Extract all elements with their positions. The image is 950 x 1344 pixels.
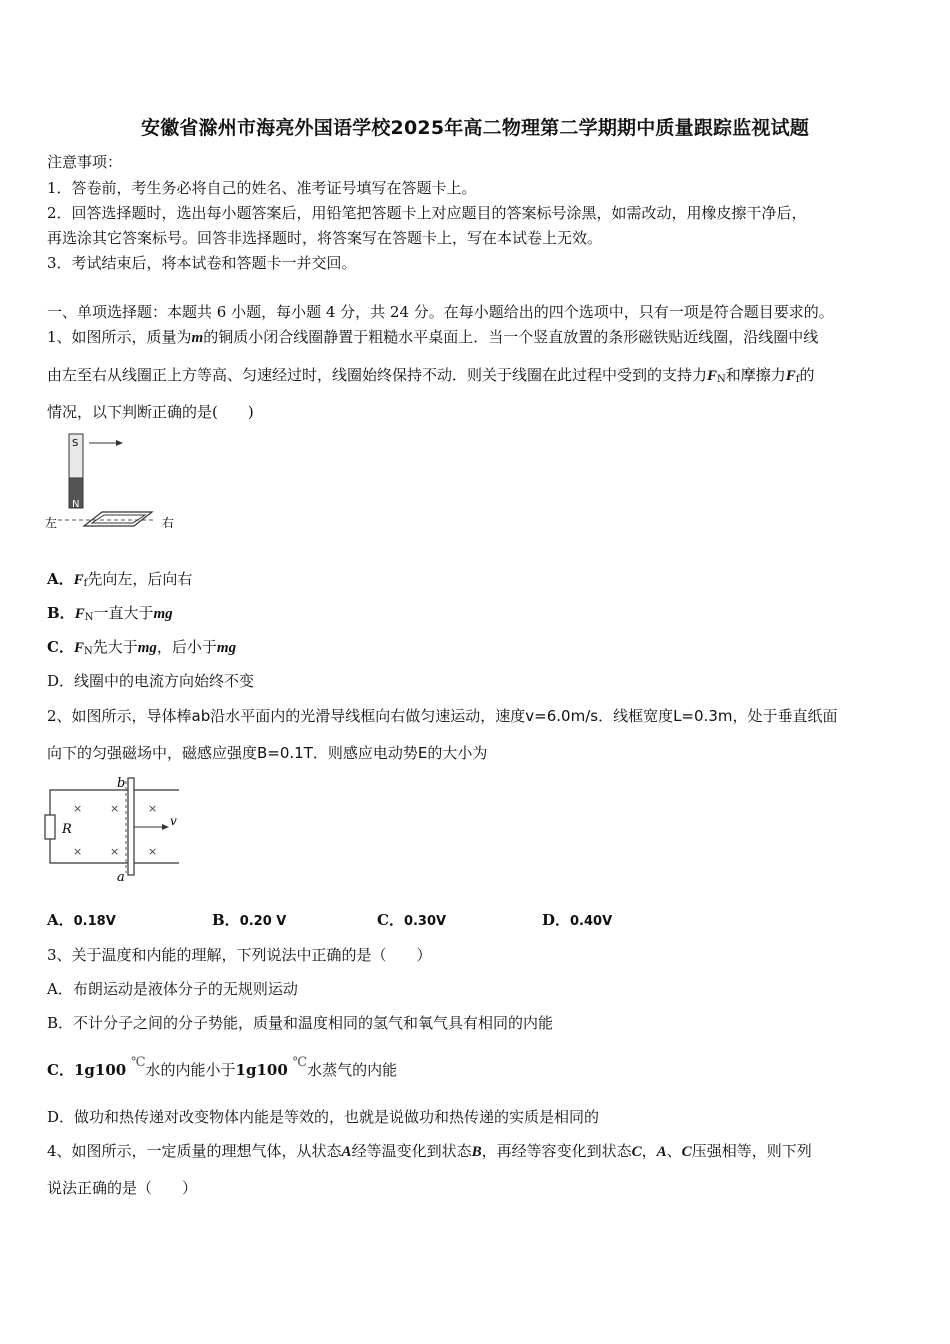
notice-item-3: 3．考试结束后，将本试卷和答题卡一并交回。 xyxy=(47,254,357,272)
q3-option-d: D．做功和热传递对改变物体内能是等效的，也就是说做功和热传递的实质是相同的 xyxy=(47,1108,600,1126)
b-label: b xyxy=(117,776,126,791)
page-title: 安徽省滁州市海亮外国语学校2025年高二物理第二学期期中质量跟踪监视试题 xyxy=(140,117,810,139)
q3-option-b: B．不计分子之间的分子势能，质量和温度相同的氢气和氧气具有相同的内能 xyxy=(47,1014,554,1032)
field-mark: × xyxy=(148,802,158,815)
field-mark: × xyxy=(110,802,120,815)
field-mark: × xyxy=(148,845,158,858)
a-label: a xyxy=(117,870,125,885)
notice-heading: 注意事项： xyxy=(47,153,123,171)
field-mark: × xyxy=(110,845,120,858)
s-label: S xyxy=(72,438,79,449)
q1-option-b: B．$F_N$一直大于mg xyxy=(47,604,173,623)
q2-option-c: C．0.30V xyxy=(377,911,447,929)
degree-celsius: ℃ xyxy=(292,1055,308,1070)
right-label: 右 xyxy=(162,516,175,530)
coil-inner xyxy=(92,515,145,523)
q2-option-a: A．0.18V xyxy=(47,911,116,929)
coil-outer xyxy=(84,512,152,526)
q3-option-c: C．1g100 ℃水的内能小于1g100 ℃水蒸气的内能 xyxy=(47,1055,398,1079)
rail-circuit-figure xyxy=(44,773,194,885)
q1-option-a: A．$F_f$先向左，后向右 xyxy=(47,570,193,589)
section-heading: 一、单项选择题：本题共 6 小题，每小题 4 分，共 24 分。在每小题给出的四个选项中，只有一项是符合题目要求的。 xyxy=(47,303,834,321)
magnet-coil-figure xyxy=(44,430,184,535)
q2-option-b: B．0.20 V xyxy=(212,911,287,929)
q2-line-1: 2、如图所示，导体棒ab沿水平面内的光滑导线框向右做匀速运动，速度v=6.0m/s．线框宽度L=0.3m，处于垂直纸面 xyxy=(47,707,838,725)
conductor-rod xyxy=(128,778,134,875)
r-label: R xyxy=(62,822,72,837)
resistor xyxy=(45,815,55,839)
q1-line-3: 情况，以下判断正确的是( ) xyxy=(47,403,254,421)
v-label: v xyxy=(170,814,177,828)
field-mark: × xyxy=(73,802,83,815)
q3-stem: 3、关于温度和内能的理解，下列说法中正确的是（ ） xyxy=(47,946,432,964)
velocity-arrow-head xyxy=(162,824,169,830)
notice-item-1: 1．答卷前，考生务必将自己的姓名、准考证号填写在答题卡上。 xyxy=(47,179,477,197)
field-mark: × xyxy=(73,845,83,858)
q1-line-2: 由左至右从线圈正上方等高、匀速经过时，线圈始终保持不动．则关于线圈在此过程中受到的支持力$F_N$和摩擦力$F_f$的 xyxy=(47,366,815,385)
left-label: 左 xyxy=(45,516,58,530)
n-label: N xyxy=(72,499,80,510)
notice-item-2-cont: 再选涂其它答案标号。回答非选择题时，将答案写在答题卡上，写在本试卷上无效。 xyxy=(47,229,603,247)
q1-option-c: C．$F_N$先大于mg，后小于mg xyxy=(47,638,237,657)
motion-arrow-head xyxy=(116,440,123,446)
degree-celsius: ℃ xyxy=(130,1055,146,1070)
q4-line-2: 说法正确的是（ ） xyxy=(47,1179,198,1197)
q3-option-a: A．布朗运动是液体分子的无规则运动 xyxy=(47,980,298,998)
q2-line-2: 向下的匀强磁场中，磁感应强度B=0.1T．则感应电动势E的大小为 xyxy=(47,744,488,762)
q4-line-1: 4、如图所示，一定质量的理想气体，从状态A经等温变化到状态B，再经等容变化到状态C，A、C压强相等，则下列 xyxy=(47,1142,812,1160)
q1-option-d: D．线圈中的电流方向始终不变 xyxy=(47,672,255,690)
q1-line-1: 1、如图所示，质量为m的铜质小闭合线圈静置于粗糙水平桌面上．当一个竖直放置的条形磁铁贴近线圈，沿线圈中线 xyxy=(47,328,819,346)
notice-item-2: 2．回答选择题时，选出每小题答案后，用铅笔把答题卡上对应题目的答案标号涂黑，如需改动，用橡皮擦干净后， xyxy=(47,204,807,222)
q2-option-d: D．0.40V xyxy=(542,911,613,929)
